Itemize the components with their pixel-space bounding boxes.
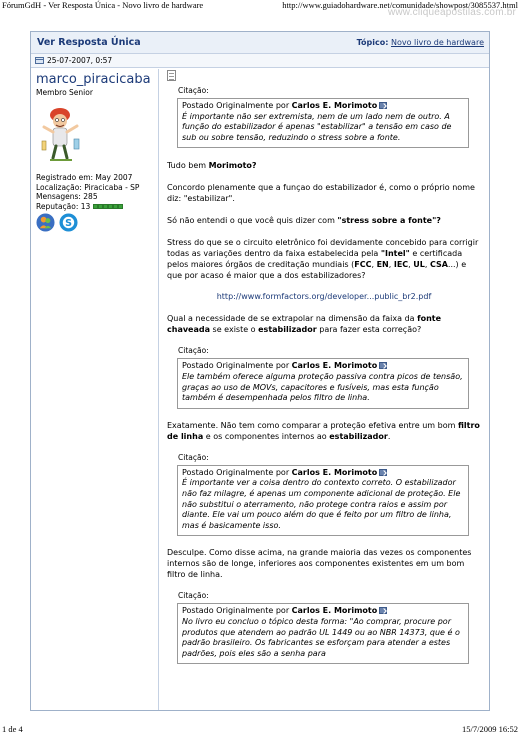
post-date-row — [31, 54, 489, 68]
quote-label: Citação: — [178, 452, 209, 462]
quote-label: Citação: — [178, 591, 209, 601]
quote-box — [177, 358, 469, 408]
paragraph: Exatamente. Não tem como comparar a proteção efetiva entre um bom filtro de linha e os componentes internos ao estabilizador. — [167, 420, 480, 441]
paragraph: Desculpe. Como disse acima, na grande maioria das vezes os componentes internos são de longe, inferiores aos componentes existentes em um bom filtro de linha. — [167, 548, 472, 580]
post-panel — [30, 31, 490, 711]
paragraph: Tudo bem Morimoto? — [167, 161, 257, 171]
topic-link[interactable]: Novo livro de hardware — [390, 38, 484, 47]
quote-label: Citação: — [178, 86, 209, 95]
view-post-icon[interactable] — [379, 469, 387, 476]
print-datetime: 15/7/2009 16:52 — [462, 724, 518, 734]
quote-block — [167, 345, 481, 408]
quote-header: Postado Originalmente por Carlos E. Morimoto — [182, 606, 464, 617]
username[interactable]: marco_piracicaba — [36, 72, 151, 87]
user-info — [31, 69, 159, 710]
paragraph: Qual a necessidade de se extrapolar na dimensão da faixa da fonte chaveada se existe o estabilizador para fazer esta correção? — [167, 314, 442, 335]
pdf-link[interactable]: http://www.formfactors.org/developer...public_br2.pdf — [216, 292, 432, 302]
registered-date: Registrado em: May 2007 — [36, 173, 133, 182]
paragraph: Stress do que se o circuito eletrônico foi devidamente concebido para corrigir todas as variações dentro da faixa estabelecida pela "Intel" e certificada pelos maiores órgãos de creditação mundiais (FCC, EN, IEC, UL, CSA...) e que por acaso é maior que a dos estabilizadores? — [167, 238, 479, 281]
quote-text: No livro eu concluo o tópico desta forma: "Ao comprar, procure por produtos que atendem ao padrão UL 1449 ou ao NBR 14373, que é o padrão brasileiro. Os fabricantes se esforçam para atender a estes padrões, pois eles são a senha para — [182, 616, 460, 658]
quote-text: É importante não ser extremista, nem de um lado nem de outro. A função do estabilizador é apenas "estabilizar" a tensão em caso de sub ou sobre tensão, reduzindo o stress sobre a fonte. — [182, 111, 452, 142]
topic-label: Tópico: — [356, 38, 389, 47]
view-post-icon[interactable] — [379, 607, 387, 614]
quote-label: Citação: — [178, 346, 209, 356]
user-title: Membro Senior — [36, 88, 93, 97]
msn-icon[interactable] — [36, 213, 55, 232]
view-post-icon[interactable] — [379, 362, 387, 369]
quote-text: Ele também oferece alguma proteção passiva contra picos de tensão, graças ao uso de MOVs, capacitores e fusíveis, mas esta função também é desempenhada pelos filtro de linha. — [182, 371, 463, 403]
print-url: http://www.guiadohardware.net/comunidade/showpost/3085537.html — [282, 0, 518, 10]
quote-header: Postado Originalmente por Carlos E. Morimoto — [182, 361, 464, 372]
quote-block — [167, 590, 481, 664]
message-body — [167, 70, 481, 710]
quote-header: Postado Originalmente por Carlos E. Morimoto — [182, 101, 464, 112]
print-footer — [0, 724, 520, 736]
im-icons — [36, 213, 158, 232]
paragraph: Só não entendi o que você quis dizer com "stress sobre a fonte"? — [167, 216, 441, 226]
quote-box — [177, 465, 469, 537]
quote-block — [167, 85, 481, 148]
reputation — [36, 202, 158, 212]
user-location: Localização: Piracicaba - SP — [36, 182, 140, 192]
print-page-title: FórumGdH - Ver Resposta Única - Novo livro de hardware — [2, 0, 204, 10]
post-header — [31, 32, 489, 54]
cartoon-figure-avatar — [36, 105, 86, 163]
view-post-icon[interactable] — [379, 102, 387, 109]
page-number: 1 de 4 — [2, 724, 23, 734]
topic-line — [357, 38, 484, 47]
post-icon — [167, 70, 176, 81]
rep-box — [118, 204, 123, 209]
message-count: Mensagens: 285 — [36, 192, 98, 201]
quote-header: Postado Originalmente por Carlos E. Morimoto — [182, 468, 464, 479]
skype-icon[interactable] — [59, 213, 78, 232]
user-stats — [36, 173, 158, 211]
reputation-text: Reputação: 13 — [36, 201, 91, 211]
watermark: www.cliqueapostilas.com.br — [387, 7, 516, 18]
post-date: 25-07-2007, 0:57 — [47, 56, 113, 65]
quote-box — [177, 98, 469, 148]
paragraph: Concordo plenamente que a funçao do estabilizador é, como o próprio nome diz: "estabilizar". — [167, 183, 475, 204]
quote-box — [177, 603, 469, 664]
quote-block — [167, 452, 481, 537]
svg-text:S: S — [65, 218, 72, 230]
calendar-icon — [35, 57, 44, 64]
reputation-bar — [93, 202, 123, 212]
post-heading: Ver Resposta Única — [37, 37, 141, 48]
quote-text: É importante ver a coisa dentro do contexto correto. O estabilizador não faz milagre, é apenas um componente adicional de proteção. Ele não substitui o aterramento, não protege contra raios e assim por diante. Ele vai um pouco além do que é feito por um filtro de linha, mas é basicamente isso. — [182, 478, 461, 530]
